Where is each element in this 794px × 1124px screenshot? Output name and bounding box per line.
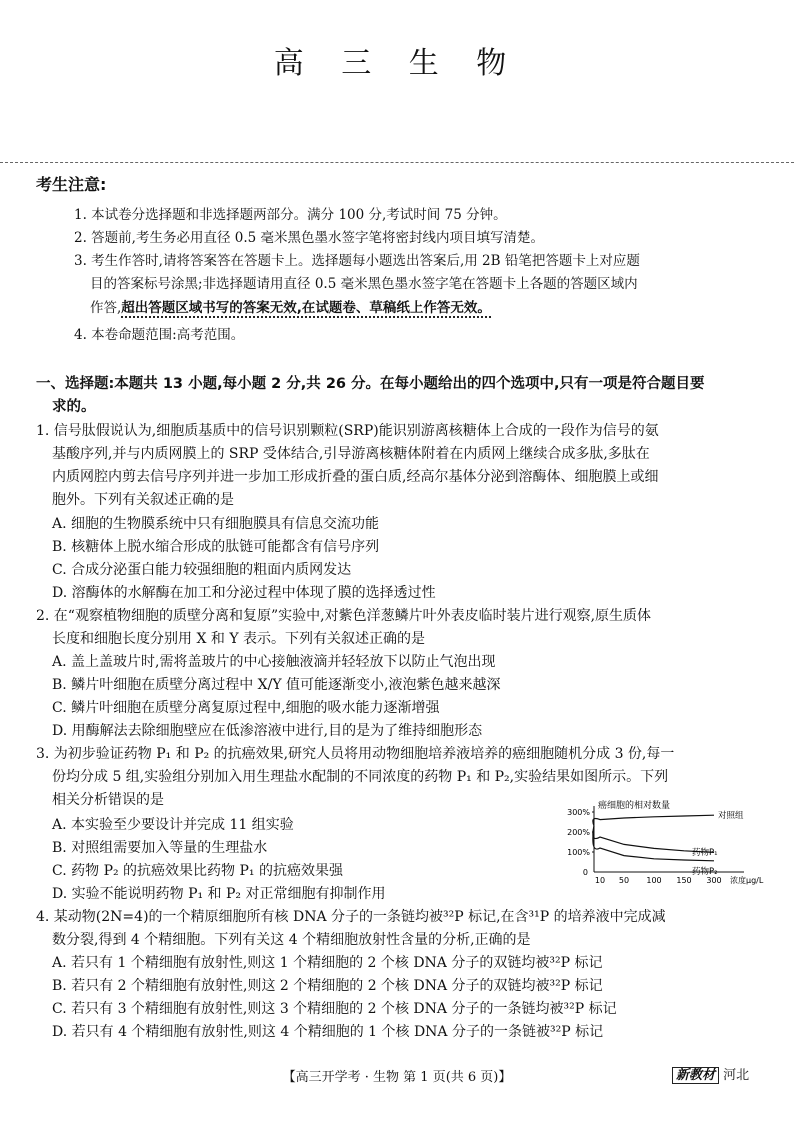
- q4-option-d: D. 若只有 4 个精细胞有放射性,则这 4 个精细胞的 1 个核 DNA 分子的一条链被³²P 标记: [52, 1024, 604, 1040]
- y-tick-label: 300%: [567, 808, 590, 817]
- q3-chart: [556, 800, 788, 892]
- q3-option-b: B. 对照组需要加入等量的生理盐水: [52, 840, 268, 856]
- q3-option-a: A. 本实验至少要设计并完成 11 组实验: [52, 817, 294, 833]
- y-tick-label: 100%: [567, 848, 590, 857]
- q4-option-a: A. 若只有 1 个精细胞有放射性,则这 1 个精细胞的 2 个核 DNA 分子的双链均被³²P 标记: [52, 955, 603, 971]
- section-heading-cont: 求的。: [52, 399, 96, 415]
- q2-option-c: C. 鳞片叶细胞在质壁分离复原过程中,细胞的吸水能力逐渐增强: [52, 700, 440, 716]
- q1-stem: 基酸序列,并与内质网膜上的 SRP 受体结合,引导游离核糖体附着在内质网上继续合成多肽,多肽在: [52, 446, 650, 462]
- x-axis-label: 浓度μg/L: [730, 876, 764, 885]
- q4-stem: 4. 某动物(2N=4)的一个精原细胞所有核 DNA 分子的一条链均被³²P 标记,在含³¹P 的培养液中完成减: [36, 909, 666, 925]
- x-tick-label: 300: [706, 876, 722, 885]
- notice-item-line: [90, 296, 491, 316]
- q3-stem: 3. 为初步验证药物 P₁ 和 P₂ 的抗癌效果,研究人员将用动物细胞培养液培养的癌细胞随机分成 3 份,每一: [36, 746, 675, 762]
- q2-option-a: A. 盖上盖玻片时,需将盖玻片的中心接触液滴并轻轻放下以防止气泡出现: [52, 654, 496, 670]
- q2-stem: 2. 在“观察植物细胞的质壁分离和复原”实验中,对紫色洋葱鳞片叶外表皮临时装片进行观察,原生质体: [36, 608, 652, 624]
- q1-stem: 内质网腔内剪去信号序列并进一步加工形成折叠的蛋白质,经高尔基体分泌到溶酶体、细胞膜上或细: [52, 469, 659, 485]
- q3-option-c: C. 药物 P₂ 的抗癌效果比药物 P₁ 的抗癌效果强: [52, 863, 343, 879]
- q4-option-b: B. 若只有 2 个精细胞有放射性,则这 2 个精细胞的 2 个核 DNA 分子的双链均被³²P 标记: [52, 978, 603, 994]
- q4-stem: 数分裂,得到 4 个精细胞。下列有关这 4 个精细胞放射性含量的分析,正确的是: [52, 932, 531, 948]
- q1-stem: 胞外。下列有关叙述正确的是: [52, 492, 234, 508]
- notice-item: 4. 本卷命题范围:高考范围。: [74, 327, 245, 343]
- x-tick-label: 50: [618, 876, 630, 885]
- chart-title: 癌细胞的相对数量: [598, 801, 671, 811]
- y-tick-label: 200%: [567, 828, 590, 837]
- notice-item: 目的答案标号涂黑;非选择题请用直径 0.5 毫米黑色墨水签字笔在答题卡上各题的答题区域内: [90, 276, 638, 292]
- q2-stem: 长度和细胞长度分别用 X 和 Y 表示。下列有关叙述正确的是: [52, 631, 426, 647]
- x-tick-label: 100: [646, 876, 662, 885]
- edition-badge: 新教材: [672, 1067, 719, 1084]
- divider: [0, 162, 794, 163]
- notice-item: 2. 答题前,考生务必用直径 0.5 毫米黑色墨水签字笔将密封线内项目填写清楚。: [74, 230, 545, 246]
- notice-item: 3. 考生作答时,请将答案答在答题卡上。选择题每小题选出答案后,用 2B 铅笔把答题卡上对应题: [74, 253, 640, 269]
- q2-option-b: B. 鳞片叶细胞在质壁分离过程中 X/Y 值可能逐渐变小,液泡紫色越来越深: [52, 677, 501, 693]
- section-heading: 一、选择题:本题共 13 小题,每小题 2 分,共 26 分。在每小题给出的四个选项中,只有一项是符合题目要: [36, 376, 705, 392]
- q3-option-d: D. 实验不能说明药物 P₁ 和 P₂ 对正常细胞有抑制作用: [52, 886, 386, 902]
- x-tick-label: 10: [594, 876, 606, 885]
- edition-mark: [672, 1064, 749, 1083]
- legend-label: 药物P₂: [692, 867, 718, 877]
- notice-item: 1. 本试卷分选择题和非选择题两部分。满分 100 分,考试时间 75 分钟。: [74, 207, 507, 223]
- q3-stem: 份均分成 5 组,实验组分别加入用生理盐水配制的不同浓度的药物 P₁ 和 P₂,实验结果如图所示。下列: [52, 769, 669, 785]
- q3-stem: 相关分析错误的是: [52, 792, 164, 808]
- x-tick-label: 150: [676, 876, 692, 885]
- q1-option-c: C. 合成分泌蛋白能力较强细胞的粗面内质网发达: [52, 562, 352, 578]
- legend-label: 药物P₁: [692, 847, 718, 858]
- legend-label: 对照组: [718, 811, 744, 822]
- notice-emphasis: 超出答题区域书写的答案无效,在试题卷、草稿纸上作答无效。: [121, 300, 491, 316]
- q1-option-d: D. 溶酶体的水解酶在加工和分泌过程中体现了膜的选择透过性: [52, 585, 436, 601]
- q1-option-b: B. 核糖体上脱水缩合形成的肽链可能都含有信号序列: [52, 539, 380, 555]
- notice-item: 作答,: [90, 300, 122, 316]
- region-label: 河北: [723, 1068, 750, 1083]
- q1-stem: 1. 信号肽假说认为,细胞质基质中的信号识别颗粒(SRP)能识别游离核糖体上合成的一段作为信号的氨: [36, 423, 659, 439]
- page-title: 高 三 生 物: [273, 46, 521, 81]
- series-line: [593, 815, 714, 826]
- x-tick-label: 0: [582, 868, 588, 877]
- q2-option-d: D. 用酶解法去除细胞壁应在低渗溶液中进行,目的是为了维持细胞形态: [52, 723, 483, 739]
- page-footer: 【高三开学考 · 生物 第 1 页(共 6 页)】: [282, 1070, 512, 1085]
- q1-option-a: A. 细胞的生物膜系统中只有细胞膜具有信息交流功能: [52, 516, 380, 532]
- q4-option-c: C. 若只有 3 个精细胞有放射性,则这 3 个精细胞的 2 个核 DNA 分子的一条链均被³²P 标记: [52, 1001, 617, 1017]
- notice-heading: 考生注意:: [36, 175, 107, 194]
